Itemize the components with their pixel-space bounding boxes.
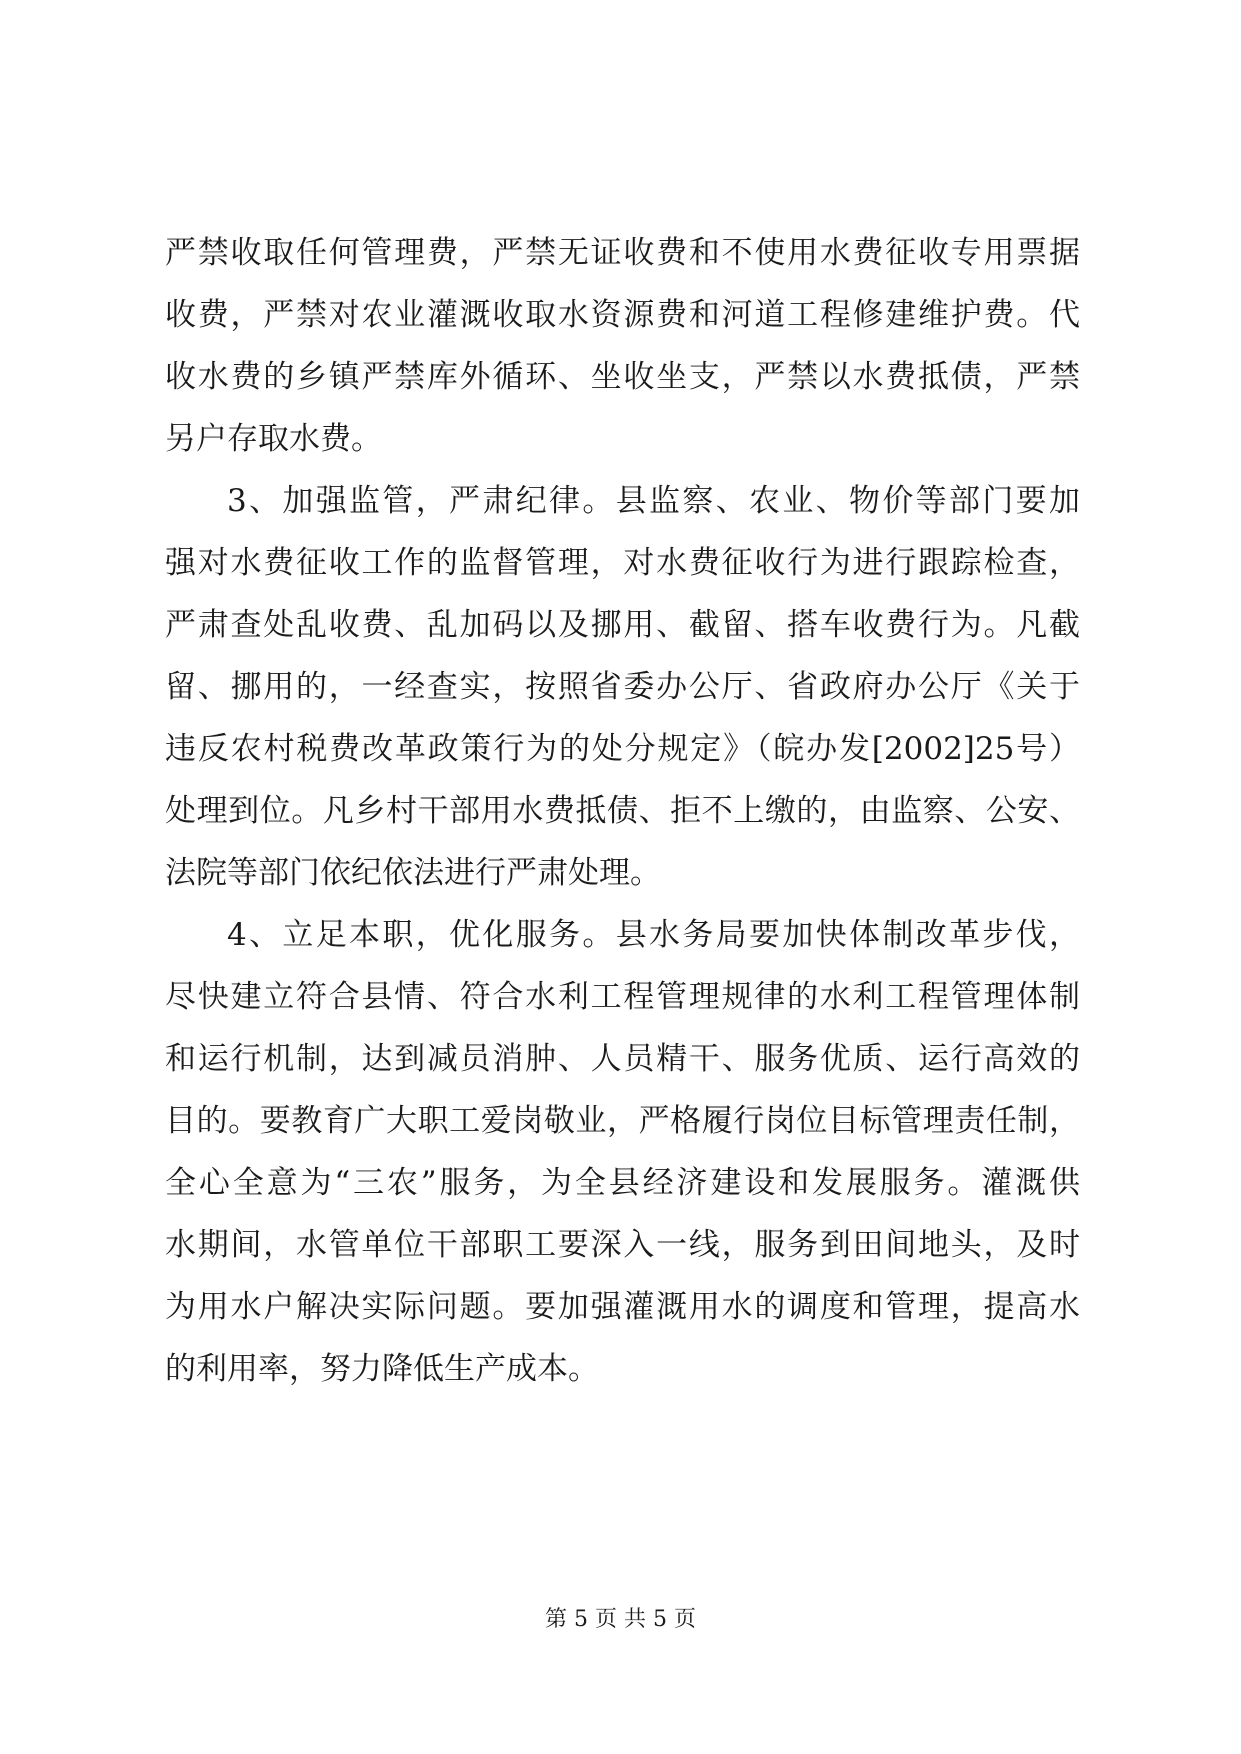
- text-line-content: 处理到位。凡乡村干部用水费抵债、拒不上缴的，由监察、公安、: [165, 793, 1080, 829]
- text-line-content: 严禁收取任何管理费，严禁无证收费和不使用水费征收专用票据: [165, 235, 1080, 271]
- text-line-content: 水期间，水管单位干部职工要深入一线，服务到田间地头，及时: [165, 1227, 1080, 1263]
- text-line-content: 4、立足本职，优化服务。县水务局要加快体制改革步伐，: [227, 917, 1080, 953]
- text-line-content: 强对水费征收工作的监督管理，对水费征收行为进行跟踪检查，: [165, 545, 1080, 581]
- text-line: [165, 470, 1080, 532]
- text-line: [165, 842, 1080, 904]
- text-line: [165, 1338, 1080, 1400]
- text-line: [165, 904, 1080, 966]
- text-line: [165, 1214, 1080, 1276]
- text-line-content: 和运行机制，达到减员消肿、人员精干、服务优质、运行高效的: [165, 1041, 1080, 1077]
- text-line-content: 另户存取水费。: [165, 421, 382, 457]
- text-line: [165, 284, 1080, 346]
- text-line: [165, 594, 1080, 656]
- text-line-content: 3、加强监管，严肃纪律。县监察、农业、物价等部门要加: [227, 483, 1080, 519]
- text-line-content: 目的。要教育广大职工爱岗敬业，严格履行岗位目标管理责任制，: [165, 1103, 1080, 1139]
- text-line-content: 违反农村税费改革政策行为的处分规定》（皖办发[2002]25号）: [165, 731, 1080, 767]
- text-line: [165, 408, 1080, 470]
- text-line: [165, 966, 1080, 1028]
- document-body: [165, 222, 1080, 1400]
- text-line: [165, 1028, 1080, 1090]
- text-line: [165, 222, 1080, 284]
- text-line-content: 的利用率，努力降低生产成本。: [165, 1351, 599, 1387]
- text-line-content: 收费，严禁对农业灌溉收取水资源费和河道工程修建维护费。代: [165, 297, 1080, 333]
- text-line-content: 尽快建立符合县情、符合水利工程管理规律的水利工程管理体制: [165, 979, 1080, 1015]
- text-line-content: 收水费的乡镇严禁库外循环、坐收坐支，严禁以水费抵债，严禁: [165, 359, 1080, 395]
- text-line-content: 为用水户解决实际问题。要加强灌溉用水的调度和管理，提高水: [165, 1289, 1080, 1325]
- text-line: [165, 1090, 1080, 1152]
- text-line: [165, 718, 1080, 780]
- text-line-content: 留、挪用的，一经查实，按照省委办公厅、省政府办公厅《关于: [165, 669, 1080, 705]
- text-line: [165, 656, 1080, 718]
- text-line: [165, 532, 1080, 594]
- text-line-content: 严肃查处乱收费、乱加码以及挪用、截留、搭车收费行为。凡截: [165, 607, 1080, 643]
- text-line: [165, 1152, 1080, 1214]
- text-line: [165, 1276, 1080, 1338]
- text-line-content: 全心全意为“三农”服务，为全县经济建设和发展服务。灌溉供: [165, 1165, 1080, 1201]
- page-number-label: 第 5 页 共 5 页: [545, 1607, 696, 1632]
- text-line: [165, 346, 1080, 408]
- text-line: [165, 780, 1080, 842]
- text-line-content: 法院等部门依纪依法进行严肃处理。: [165, 855, 661, 891]
- page-footer: [0, 1605, 1241, 1635]
